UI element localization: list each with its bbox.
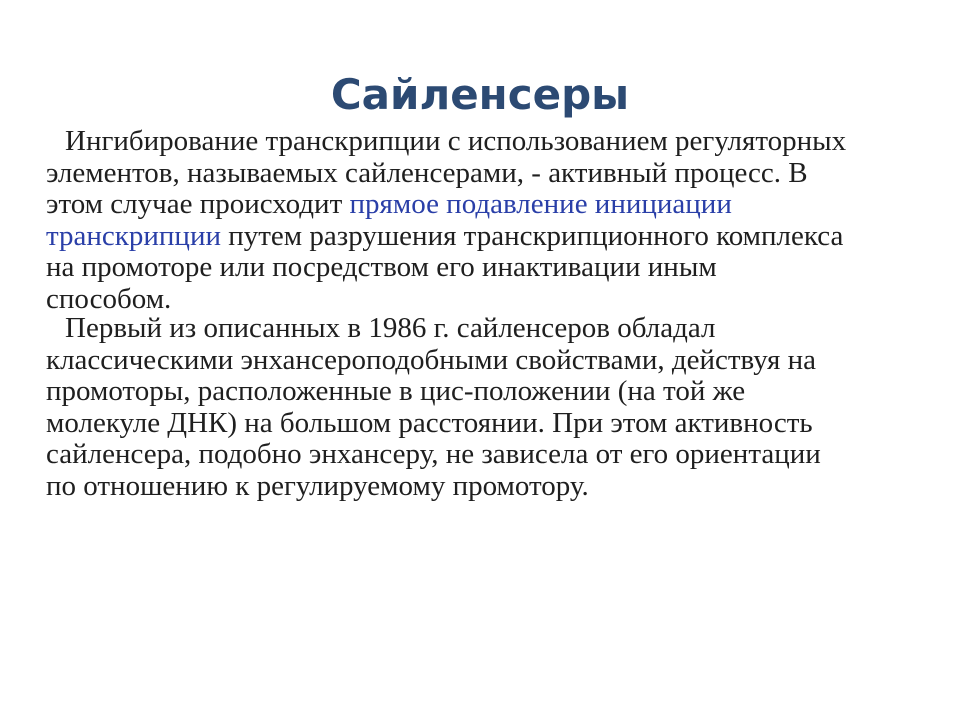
text-line: Ингибирование транскрипции с использованием регуляторных <box>65 125 847 157</box>
paragraph-first-silencer <box>46 313 936 502</box>
text-line: Первый из описанных в 1986 г. сайленсеров обладал <box>65 312 716 344</box>
text-line: молекуле ДНК) на большом расстоянии. При этом активность <box>46 406 813 439</box>
slide-title: Сайленсеры <box>330 70 630 119</box>
text-line: на промоторе или посредством его инактивации иным <box>46 251 717 283</box>
text-segment: этом случае происходит <box>46 188 350 220</box>
text-line: сайленсера, подобно энхансеру, не зависела от его ориентации <box>46 438 821 470</box>
highlighted-term: прямое подавление инициации <box>349 188 732 220</box>
text-line: элементов, называемых сайленсерами, - активный процесс. В <box>46 156 808 189</box>
text-line <box>46 189 936 221</box>
text-line: промоторы, расположенные в цис-положении (на той же <box>46 375 746 407</box>
highlighted-term: транскрипции <box>46 219 221 252</box>
text-line: способом. <box>46 282 172 315</box>
text-line: классическими энхансероподобными свойствами, действуя на <box>46 343 817 376</box>
text-line <box>46 221 936 253</box>
text-line: по отношению к регулируемому промотору. <box>46 469 589 502</box>
paragraph-silencer-inhibition <box>46 126 936 315</box>
text-segment: путем разрушения транскрипционного комплекса <box>220 219 844 252</box>
